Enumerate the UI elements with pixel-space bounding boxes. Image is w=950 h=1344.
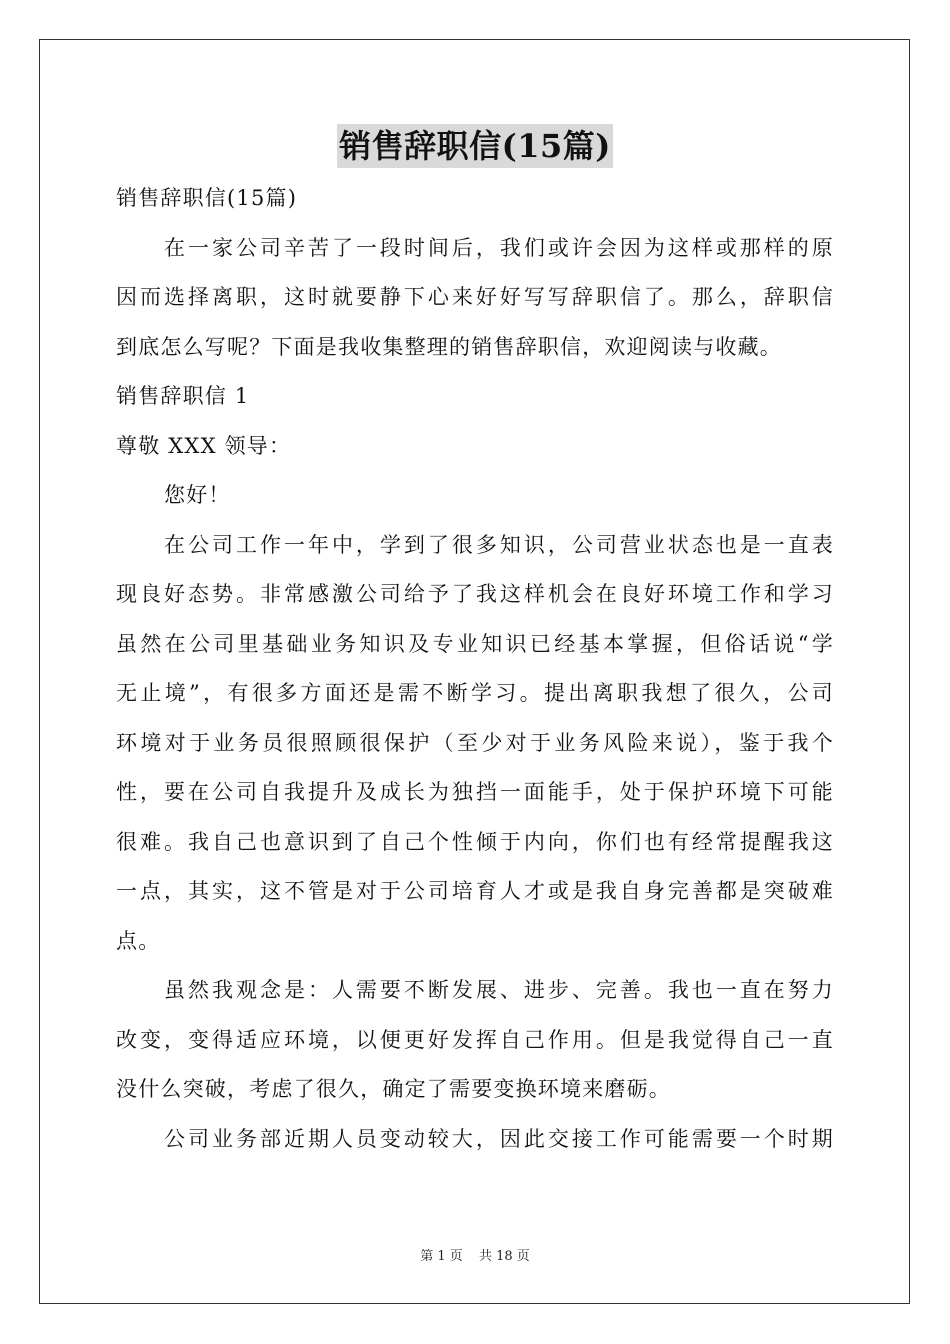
page-number: 第 1 页 — [420, 1249, 463, 1264]
text-line: 环境对于业务员很照顾很保护（至少对于业务风险来说），鉴于我个 — [116, 730, 834, 755]
text-line: 公司业务部近期人员变动较大，因此交接工作可能需要一个时期 — [164, 1126, 834, 1151]
text-line: 因而选择离职，这时就要静下心来好好写写辞职信了。那么，辞职信 — [116, 285, 834, 309]
text-line: 销售辞职信(15篇) — [116, 186, 298, 210]
text-line: 到底怎么写呢？下面是我收集整理的销售辞职信，欢迎阅读与收藏。 — [116, 334, 782, 359]
text-line: 您好！ — [164, 483, 231, 507]
text-line: 很难。我自己也意识到了自己个性倾于内向，你们也有经常提醒我这 — [116, 829, 834, 854]
text-line: 在公司工作一年中，学到了很多知识，公司营业状态也是一直表 — [164, 532, 834, 557]
text-line: 销售辞职信 1 — [116, 384, 250, 408]
page-total: 共 18 页 — [478, 1249, 530, 1264]
document-body — [116, 174, 834, 1164]
text-line: 尊敬 XXX 领导： — [116, 433, 292, 458]
text-line: 虽然我观念是：人需要不断发展、进步、完善。我也一直在努力 — [164, 978, 834, 1002]
text-line: 现良好态势。非常感激公司给予了我这样机会在良好环境工作和学习 — [116, 582, 834, 606]
title-container — [0, 124, 950, 168]
text-line: 性，要在公司自我提升及成长为独挡一面能手，处于保护环境下可能 — [116, 780, 834, 804]
text-line: 无止境”，有很多方面还是需不断学习。提出离职我想了很久，公司 — [116, 681, 834, 705]
text-line: 改变，变得适应环境，以便更好发挥自己作用。但是我觉得自己一直 — [116, 1027, 834, 1052]
page-footer — [0, 1248, 950, 1266]
text-line: 没什么突破，考虑了很久，确定了需要变换环境来磨砺。 — [116, 1077, 671, 1101]
text-line: 一点，其实，这不管是对于公司培育人才或是我自身完善都是突破难 — [116, 879, 834, 903]
text-line: 在一家公司辛苦了一段时间后，我们或许会因为这样或那样的原 — [164, 235, 834, 260]
text-line: 虽然在公司里基础业务知识及专业知识已经基本掌握，但俗话说“学 — [116, 631, 834, 656]
document-title: 销售辞职信(15篇) — [337, 124, 613, 168]
text-line: 点。 — [116, 928, 161, 953]
